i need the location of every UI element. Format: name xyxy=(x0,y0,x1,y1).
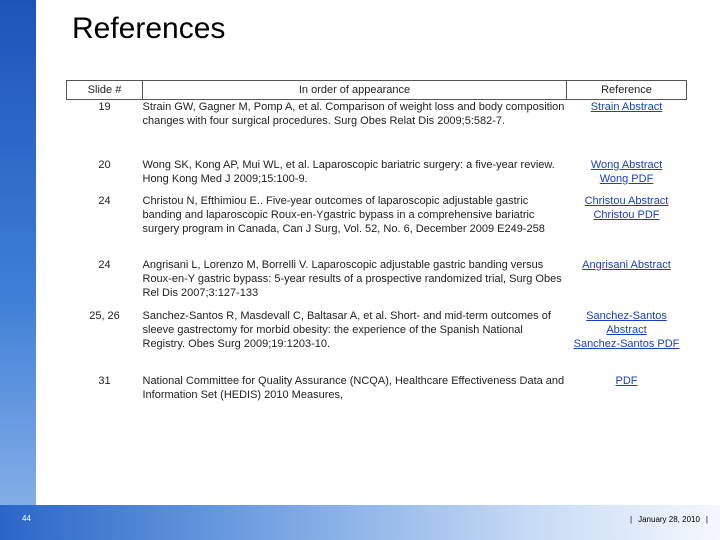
footer-date: January 28, 2010 xyxy=(638,515,700,524)
wong-abstract-link[interactable]: Wong Abstract xyxy=(590,158,663,171)
sanchez-santos-abstract-link[interactable]: Sanchez-Santos Abstract xyxy=(586,309,667,336)
reference-links-cell xyxy=(567,258,687,309)
citation-cell: National Committee for Quality Assurance (NCQA), Healthcare Effectiveness Data and Information Set (HEDIS) 2010 Measures, xyxy=(142,374,565,401)
footer xyxy=(630,515,708,524)
citation-cell: Christou N, Efthimiou E.. Five-year outcomes of laparoscopic adjustable gastric banding and laparoscopic Roux-en-Ygastric bypass in a comprehensive bariatric surgery program in Canada, Can J Surg, Vol. 52, No. 6, December 2009 E249-258 xyxy=(142,194,545,235)
slide-number-cell: 24 xyxy=(98,194,111,207)
slide-title: References xyxy=(72,12,226,45)
footer-separator: | xyxy=(630,515,633,524)
table-row xyxy=(67,158,687,194)
bottom-decoration-band xyxy=(0,505,720,540)
reference-links-cell xyxy=(567,374,687,414)
christou-abstract-link[interactable]: Christou Abstract xyxy=(584,194,669,207)
reference-links-cell xyxy=(567,194,687,258)
wong-pdf-link[interactable]: Wong PDF xyxy=(599,172,654,185)
slide-number-cell: 24 xyxy=(98,258,111,271)
slide-number-cell: 25, 26 xyxy=(89,309,120,322)
references-table xyxy=(66,80,687,414)
slide-number-cell: 19 xyxy=(98,101,111,113)
table-row xyxy=(67,309,687,374)
footer-separator: | xyxy=(705,515,708,524)
reference-links-cell xyxy=(567,309,687,374)
side-decoration-bar xyxy=(0,0,36,540)
angrisani-abstract-link[interactable]: Angrisani Abstract xyxy=(582,258,671,271)
sanchez-santos-pdf-link[interactable]: Sanchez-Santos PDF xyxy=(573,337,680,350)
reference-links-cell xyxy=(567,158,687,194)
citation-cell: Strain GW, Gagner M, Pomp A, et al. Comparison of weight loss and body composition changes with four surgical procedures. Surg Obes Relat Dis 2009;5:582-7. xyxy=(142,101,565,127)
header-order-of-appearance: In order of appearance xyxy=(143,81,567,100)
header-slide-number: Slide # xyxy=(67,81,143,100)
slide-number-cell: 31 xyxy=(98,374,111,387)
citation-cell: Sanchez-Santos R, Masdevall C, Baltasar A, et al. Short- and mid-term outcomes of sleeve gastrectomy for morbid obesity: the experience of the Spanish National Registry. Obes Surg 2009;19:1203-10. xyxy=(142,309,551,350)
table-row xyxy=(67,374,687,414)
christou-pdf-link[interactable]: Christou PDF xyxy=(593,208,660,221)
slide-number-cell: 20 xyxy=(98,158,111,171)
citation-cell: Wong SK, Kong AP, Mui WL, et al. Laparoscopic bariatric surgery: a five-year review. Hong Kong Med J 2009;15:100-9. xyxy=(142,158,555,185)
ncqa-pdf-link[interactable]: PDF xyxy=(615,374,638,387)
table-row xyxy=(67,258,687,309)
page-number: 44 xyxy=(22,514,31,523)
table-header-row xyxy=(67,81,687,100)
table-row xyxy=(67,194,687,258)
table-row xyxy=(67,100,687,158)
citation-cell: Angrisani L, Lorenzo M, Borrelli V. Laparoscopic adjustable gastric banding versus Roux-en-Y gastric bypass: 5-year results of a prospective randomized trial, Surg Obes Rel Dis 2007;3:127-133 xyxy=(142,258,562,299)
strain-abstract-link[interactable]: Strain Abstract xyxy=(590,101,663,113)
reference-links-cell xyxy=(567,100,687,158)
header-reference: Reference xyxy=(567,81,687,100)
